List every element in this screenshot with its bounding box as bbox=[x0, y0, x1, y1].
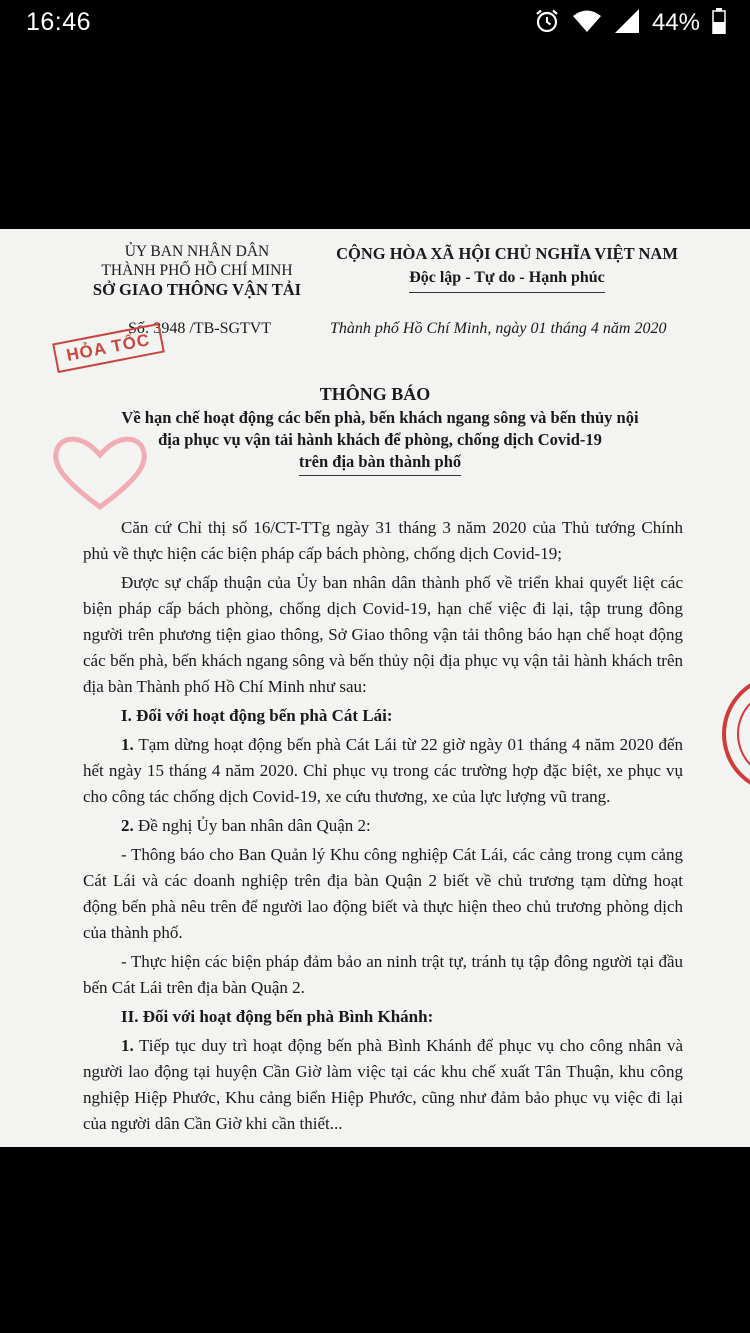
status-icons bbox=[534, 8, 726, 38]
paragraph: Được sự chấp thuận của Ủy ban nhân dân thành phố về triển khai quyết liệt các biện pháp cấp bách phòng, chống dịch Covid-19, hạn chế việc đi lại, tập trung đông người trên phương tiện giao thông, Sở Giao thông vận tải thông báo hạn chế hoạt động các bến phà, bến khách ngang sông và bến thủy nội địa phục vụ vận tải hành khách trên địa bàn Thành phố Hồ Chí Minh như sau: bbox=[83, 573, 683, 696]
urgent-stamp: HỎA TỐC bbox=[52, 323, 164, 373]
signal-icon bbox=[614, 8, 640, 39]
wifi-icon bbox=[572, 9, 602, 38]
subtitle-line: Về hạn chế hoạt động các bến phà, bến khách ngang sông và bến thủy nội bbox=[121, 408, 639, 427]
document-subtitle bbox=[90, 407, 670, 476]
battery-percent: 44% bbox=[651, 9, 700, 36]
item-text: Đề nghị Ủy ban nhân dân Quận 2: bbox=[133, 816, 371, 835]
battery-icon bbox=[712, 8, 726, 39]
agency-name: SỞ GIAO THÔNG VẬN TẢI bbox=[92, 280, 302, 299]
section-heading: II. Đối với hoạt động bến phà Bình Khánh: bbox=[121, 1007, 434, 1026]
item-number: 2. bbox=[121, 816, 134, 835]
national-header bbox=[318, 242, 696, 293]
item-text: Tiếp tục duy trì hoạt động bến phà Bình Khánh để phục vụ cho công nhân và người lao động tại huyện Cần Giờ làm việc tại các khu chế xuất Tân Thuận, khu công nghiệp Hiệp Phước, Khu cảng biển Hiệp Phước, cũng như đảm bảo phục vụ việc đi lại của người dân Cần Giờ khi cần thiết... bbox=[83, 1036, 683, 1133]
item-number: 1. bbox=[121, 1036, 134, 1055]
paragraph: Căn cứ Chỉ thị số 16/CT-TTg ngày 31 tháng 3 năm 2020 của Thủ tướng Chính phủ về thực hiện các biện pháp cấp bách phòng, chống dịch Covid-19; bbox=[83, 518, 683, 563]
section-heading: I. Đối với hoạt động bến phà Cát Lái: bbox=[121, 706, 393, 725]
agency-line: ỦY BAN NHÂN DÂN bbox=[124, 243, 270, 260]
watermark-logo bbox=[45, 429, 155, 519]
official-document bbox=[0, 229, 750, 1147]
paragraph bbox=[83, 813, 683, 839]
subtitle-line: địa phục vụ vận tải hành khách để phòng, chống dịch Covid-19 bbox=[158, 430, 602, 449]
document-body bbox=[83, 515, 683, 1140]
status-bar bbox=[0, 0, 750, 48]
nation-name: CỘNG HÒA XÃ HỘI CHỦ NGHĨA VIỆT NAM bbox=[336, 244, 678, 263]
status-time: 16:46 bbox=[26, 8, 92, 36]
document-title: THÔNG BÁO bbox=[319, 384, 431, 404]
document-number: Số: 3948 /TB-SGTVT bbox=[128, 320, 272, 337]
item-text: Tạm dừng hoạt động bến phà Cát Lái từ 22 giờ ngày 01 tháng 4 năm 2020 đến hết ngày 15 tháng 4 năm 2020. Chỉ phục vụ trong các trường hợp đặc biệt, xe phục vụ cho công tác chống dịch Covid-19, xe cứu thương, xe của lực lượng vũ trang. bbox=[83, 735, 683, 806]
issuing-agency bbox=[72, 242, 322, 299]
heart-icon bbox=[45, 429, 155, 519]
bullet-paragraph: - Thực hiện các biện pháp đảm bảo an ninh trật tự, tránh tụ tập đông người tại đầu bến Cát Lái trên địa bàn Quận 2. bbox=[83, 952, 683, 997]
official-seal bbox=[712, 669, 750, 799]
paragraph bbox=[83, 732, 683, 810]
place-date: Thành phố Hồ Chí Minh, ngày 01 tháng 4 năm 2020 bbox=[330, 320, 667, 337]
alarm-icon bbox=[534, 8, 560, 39]
national-motto: Độc lập - Tự do - Hạnh phúc bbox=[409, 266, 605, 293]
item-number: 1. bbox=[121, 735, 134, 754]
bullet-paragraph: - Thông báo cho Ban Quản lý Khu công nghiệp Cát Lái, các cảng trong cụm cảng Cát Lái và các doanh nghiệp trên địa bàn Quận 2 biết về chủ trương tạm dừng hoạt động bến phà nêu trên để người lao động biết và thực hiện theo chủ trương phòng dịch của thành phố. bbox=[83, 845, 683, 942]
subtitle-line: trên địa bàn thành phố bbox=[299, 451, 461, 476]
paragraph bbox=[83, 1033, 683, 1137]
agency-line: THÀNH PHỐ HỒ CHÍ MINH bbox=[101, 262, 293, 279]
document-photo[interactable] bbox=[0, 229, 750, 1147]
